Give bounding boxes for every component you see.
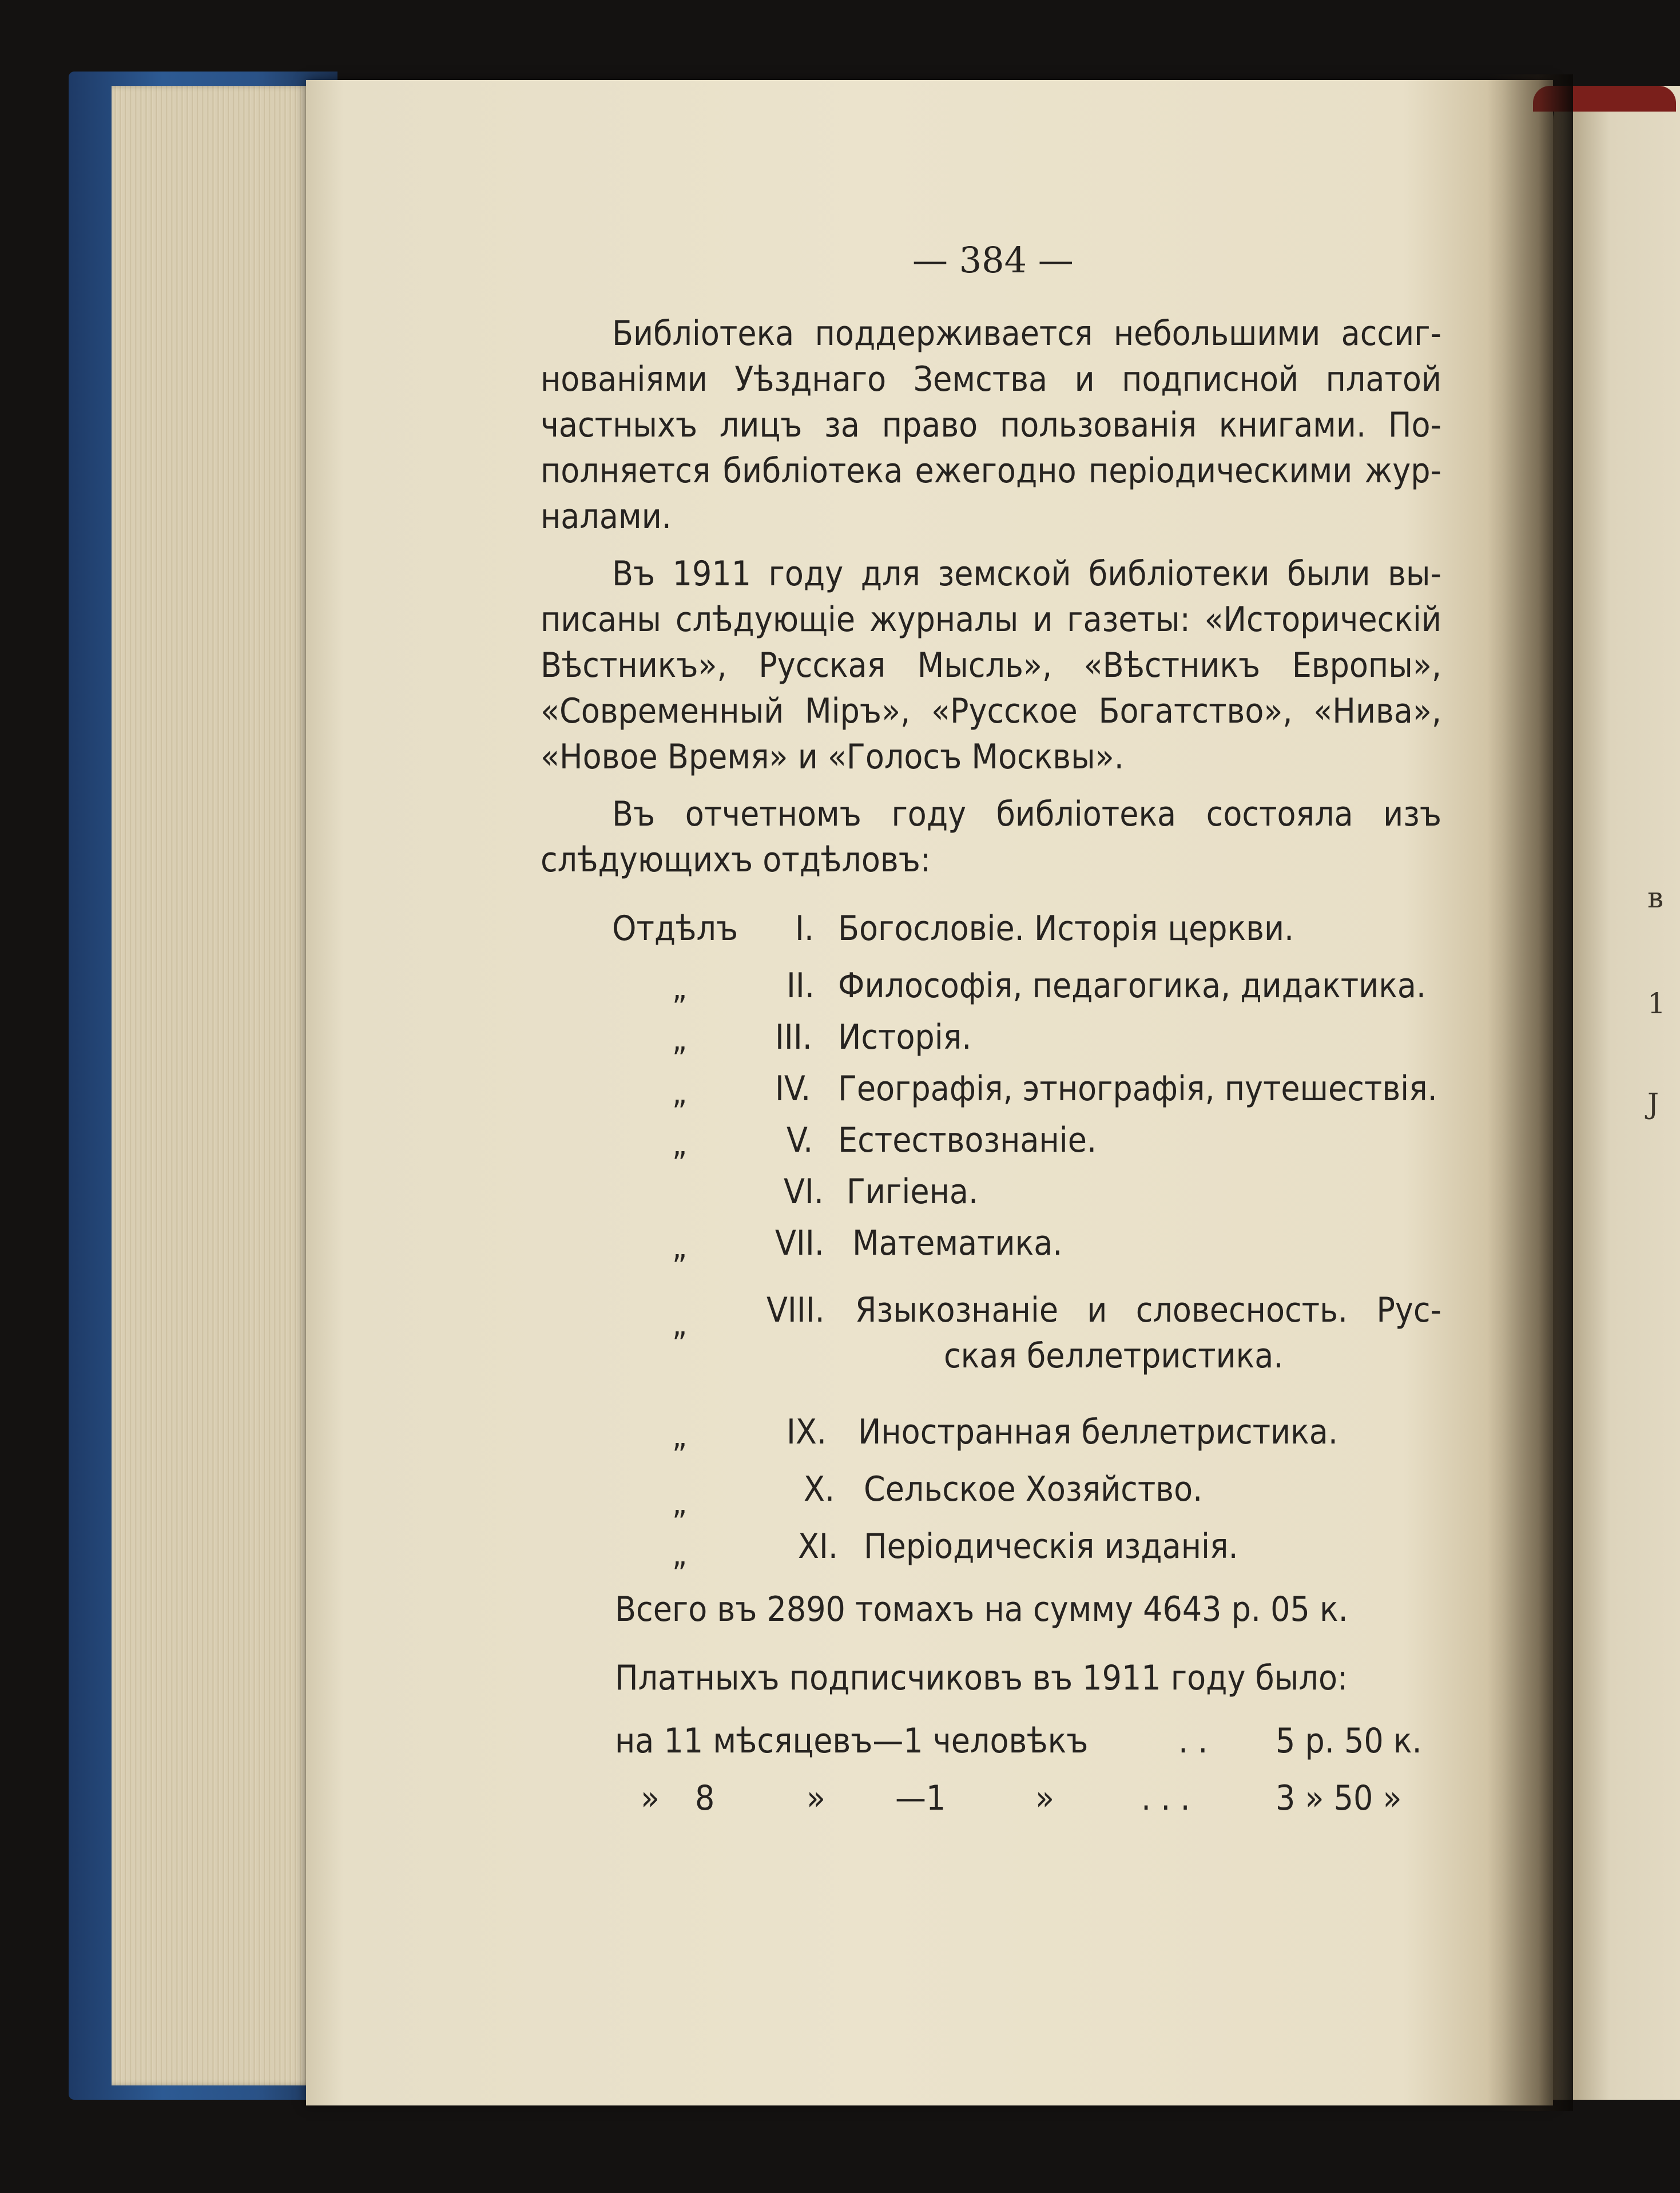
fee-months: 8 xyxy=(695,1778,715,1818)
fee-count: —1 xyxy=(895,1778,946,1818)
department-name: Гигіена. xyxy=(847,1172,979,1212)
page-number: — 384 — xyxy=(912,239,1074,281)
paragraph-line: Вѣстникъ», Русская Мысль», «Вѣстникъ Европы», xyxy=(541,645,1441,685)
fee-ditto: » xyxy=(1035,1778,1055,1818)
facing-page-char: J xyxy=(1647,1087,1659,1120)
department-number: XI. xyxy=(798,1526,839,1567)
fee-label: на 11 мѣсяцевъ—1 человѣкъ xyxy=(615,1721,1089,1761)
ditto-mark: „ xyxy=(672,1074,688,1112)
fee-amount: 3 » 50 » xyxy=(1276,1778,1402,1818)
fee-ditto: » xyxy=(641,1778,660,1818)
facing-page-char: 1 xyxy=(1647,987,1666,1020)
fee-ditto: » xyxy=(807,1778,826,1818)
fee-dots: . . xyxy=(1178,1721,1208,1761)
ditto-mark: „ xyxy=(672,970,688,1007)
paragraph-line: полняется библіотека ежегодно періодическими жур- xyxy=(541,451,1441,491)
paragraph-line: слѣдующихъ отдѣловъ: xyxy=(541,840,931,880)
subscribers-intro: Платныхъ подписчиковъ въ 1911 году было: xyxy=(615,1658,1348,1698)
department-name: Богословіе. Исторія церкви. xyxy=(838,909,1294,949)
paragraph-line: «Новое Время» и «Голосъ Москвы». xyxy=(541,737,1124,777)
paragraph-line: Въ 1911 году для земской библіотеки были вы- xyxy=(612,554,1441,594)
department-name: Иностранная беллетристика. xyxy=(858,1412,1338,1452)
department-name: Географія, этнографія, путешествія. xyxy=(838,1069,1437,1109)
paragraph-line: писаны слѣдующіе журналы и газеты: «Историческій xyxy=(541,600,1441,640)
total-line: Всего въ 2890 томахъ на сумму 4643 р. 05 к. xyxy=(615,1589,1348,1629)
ditto-mark: „ xyxy=(672,1418,688,1455)
ditto-mark: „ xyxy=(672,1126,688,1163)
ditto-mark: „ xyxy=(672,1229,688,1266)
department-number: I. xyxy=(795,909,815,949)
paragraph-line: нованіями Уѣзднаго Земства и подписной платой xyxy=(541,359,1441,399)
gutter-shadow xyxy=(1487,74,1573,2111)
department-name: Философія, педагогика, дидактика. xyxy=(838,966,1427,1006)
department-name: Періодическія изданія. xyxy=(864,1526,1238,1567)
paragraph-line: частныхъ лицъ за право пользованія книгами. По- xyxy=(541,405,1441,445)
department-number: IX. xyxy=(787,1412,827,1452)
paragraph-line: Библіотека поддерживается небольшими ассиг- xyxy=(612,314,1441,354)
department-name: Математика. xyxy=(852,1223,1063,1263)
department-name: Сельское Хозяйство. xyxy=(864,1469,1203,1509)
fee-amount: 5 р. 50 к. xyxy=(1276,1721,1422,1761)
ditto-mark: „ xyxy=(672,1536,688,1573)
department-name: Естествознаніе. xyxy=(838,1120,1097,1160)
department-name: Исторія. xyxy=(838,1017,972,1057)
ditto-mark: „ xyxy=(672,1485,688,1522)
department-number: VIII. xyxy=(766,1290,825,1330)
department-number: X. xyxy=(804,1469,835,1509)
paragraph-line: налами. xyxy=(541,497,672,537)
department-label: Отдѣлъ xyxy=(612,909,738,949)
department-number: V. xyxy=(787,1120,813,1160)
department-name-continued: ская беллетристика. xyxy=(944,1336,1284,1376)
department-number: IV. xyxy=(775,1069,811,1109)
department-number: III. xyxy=(775,1017,812,1057)
department-name: Языкознаніе и словесность. Рус- xyxy=(855,1290,1441,1330)
department-number: VII. xyxy=(775,1223,824,1263)
department-number: VI. xyxy=(784,1172,824,1212)
ditto-mark: „ xyxy=(672,1021,688,1058)
department-number: II. xyxy=(787,966,815,1006)
paragraph-line: «Современный Міръ», «Русское Богатство», «Нива», xyxy=(541,691,1441,731)
page-edges xyxy=(112,86,315,2085)
ditto-mark: „ xyxy=(672,1306,688,1343)
facing-page-char: в xyxy=(1647,881,1664,914)
paragraph-line: Въ отчетномъ году библіотека состояла изъ xyxy=(612,794,1441,834)
fee-dots: . . . xyxy=(1141,1778,1190,1818)
